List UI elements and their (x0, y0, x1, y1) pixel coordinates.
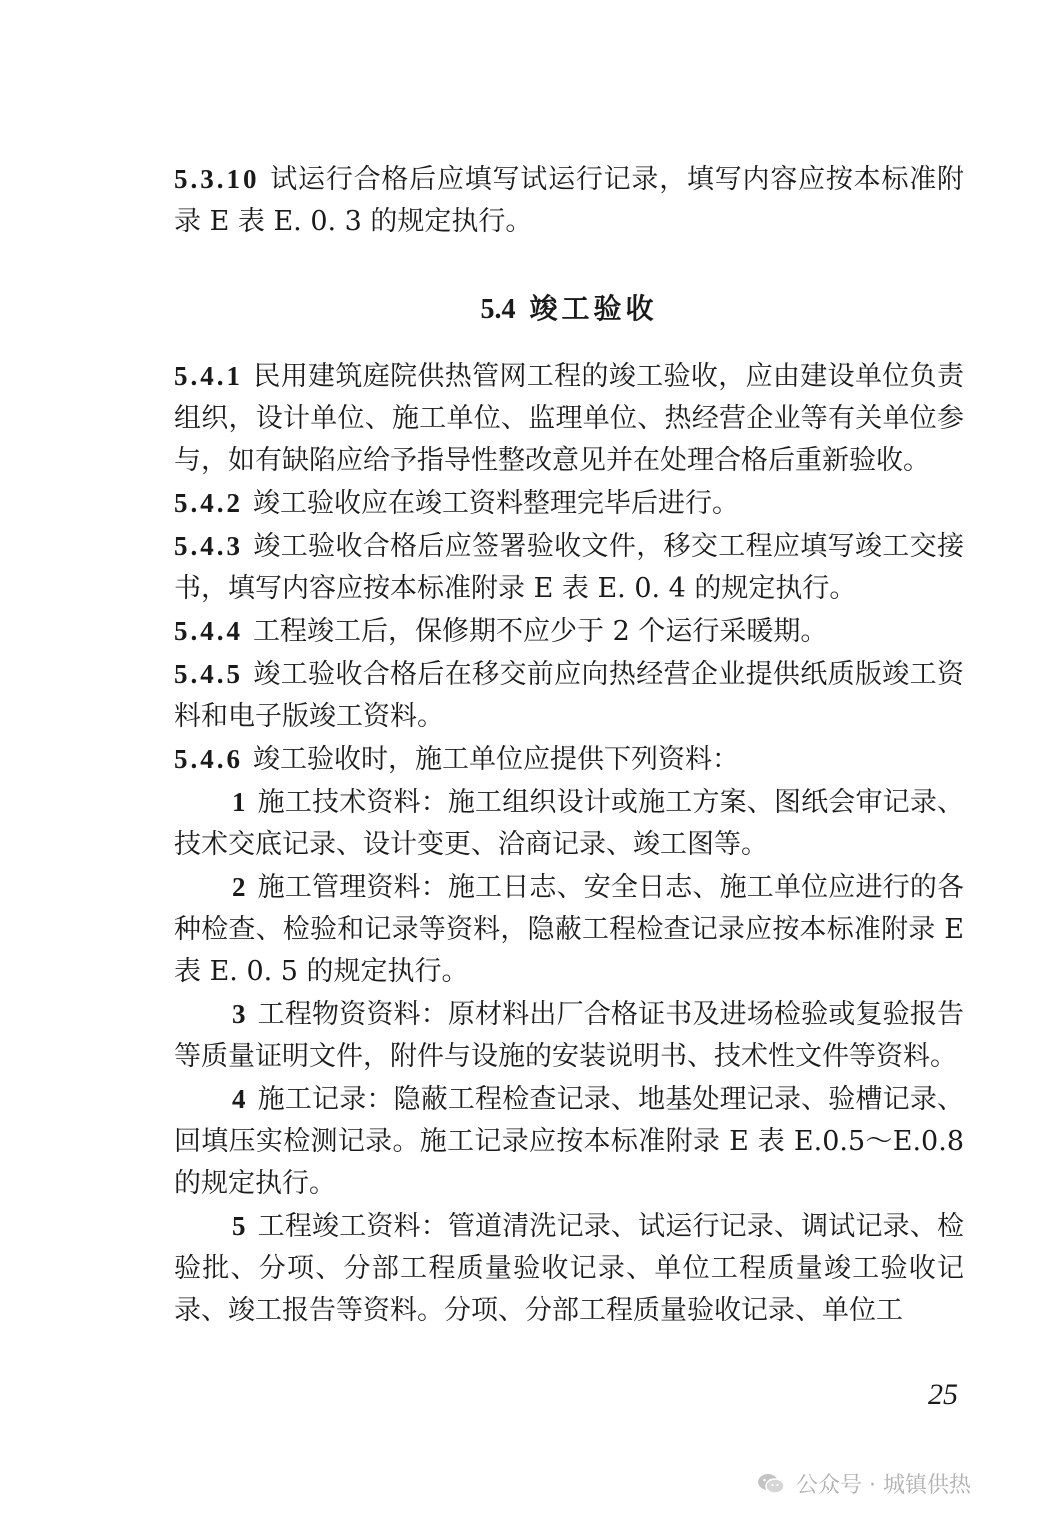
clause-5-4-3 (174, 525, 964, 610)
clause-text: 竣工验收合格后应签署验收文件，移交工程应填写竣工交接书，填写内容应按本标准附录 E 表 E. 0. 4 的规定执行。 (174, 531, 964, 604)
list-item-number: 1 (232, 787, 246, 817)
list-item-text: 工程物资资料：原材料出厂合格证书及进场检验或复验报告等质量证明文件，附件与设施的安装说明书、技术性文件等资料。 (174, 999, 964, 1072)
list-item-text: 工程竣工资料：管道清洗记录、试运行记录、调试记录、检验批、分项、分部工程质量验收记录、单位工程质量竣工验收记录、竣工报告等资料。分项、分部工程质量验收记录、单位工 (174, 1211, 964, 1326)
watermark (756, 1468, 971, 1499)
clause-5-4-4 (174, 610, 964, 653)
clause-5-3-10 (174, 158, 964, 243)
list-item (174, 1205, 964, 1332)
page-content (174, 158, 964, 1332)
list-item (174, 781, 964, 866)
clause-number: 5.4.4 (174, 616, 243, 646)
clause-5-4-1 (174, 355, 964, 482)
list-item-number: 5 (232, 1211, 246, 1241)
list-item-number: 3 (232, 999, 246, 1029)
clause-text: 竣工验收时，施工单位应提供下列资料： (253, 744, 739, 775)
clause-text: 试运行合格后应填写试运行记录，填写内容应按本标准附录 E 表 E. 0. 3 的规定执行。 (174, 164, 964, 237)
list-item (174, 993, 964, 1078)
clause-text: 竣工验收应在竣工资料整理完毕后进行。 (253, 488, 739, 519)
clause-5-4-2 (174, 482, 964, 525)
clause-number: 5.4.6 (174, 744, 243, 774)
clause-5-4-6 (174, 738, 964, 781)
list-item-number: 4 (232, 1084, 246, 1114)
watermark-text: 公众号 · 城镇供热 (796, 1473, 971, 1498)
clause-text: 民用建筑庭院供热管网工程的竣工验收，应由建设单位负责组织，设计单位、施工单位、监理单位、热经营企业等有关单位参与，如有缺陷应给予指导性整改意见并在处理合格后重新验收。 (174, 361, 964, 476)
wechat-icon (756, 1471, 786, 1497)
clause-number: 5.3.10 (174, 164, 260, 194)
clause-number: 5.4.5 (174, 659, 243, 689)
list-item-text: 施工技术资料：施工组织设计或施工方案、图纸会审记录、技术交底记录、设计变更、洽商记录、竣工图等。 (174, 787, 964, 860)
section-heading (174, 287, 964, 327)
clause-number: 5.4.3 (174, 531, 243, 561)
clause-text: 工程竣工后，保修期不应少于 2 个运行采暖期。 (253, 616, 828, 647)
clause-text: 竣工验收合格后在移交前应向热经营企业提供纸质版竣工资料和电子版竣工资料。 (174, 659, 964, 732)
page-number: 25 (928, 1378, 958, 1411)
section-title-text: 竣工验收 (529, 292, 658, 325)
clause-number: 5.4.2 (174, 488, 243, 518)
list-item-number: 2 (232, 872, 246, 902)
list-item-text: 施工管理资料：施工日志、安全日志、施工单位应进行的各种检查、检验和记录等资料，隐蔽工程检查记录应按本标准附录 E 表 E. 0. 5 的规定执行。 (174, 872, 964, 987)
clause-number: 5.4.1 (174, 361, 243, 391)
list-item (174, 866, 964, 993)
list-item (174, 1078, 964, 1205)
section-number: 5.4 (480, 294, 516, 325)
list-item-text: 施工记录：隐蔽工程检查记录、地基处理记录、验槽记录、回填压实检测记录。施工记录应按本标准附录 E 表 E.0.5～E.0.8 的规定执行。 (174, 1084, 964, 1199)
clause-5-4-5 (174, 653, 964, 738)
